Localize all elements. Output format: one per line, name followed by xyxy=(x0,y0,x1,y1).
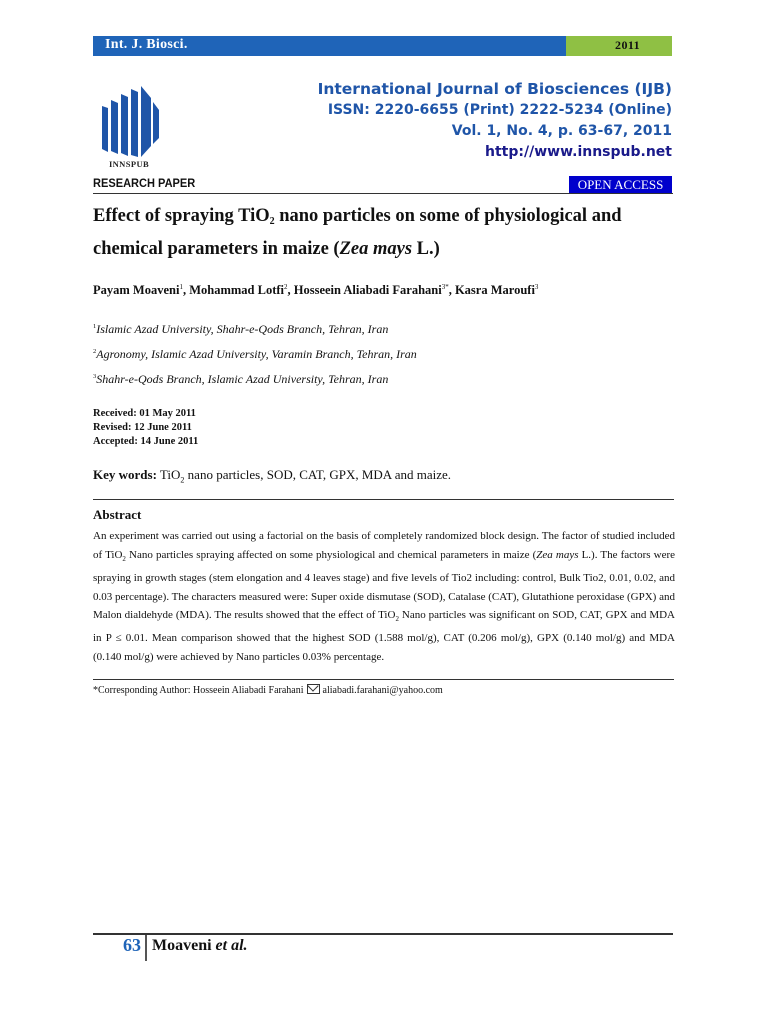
paper-type-label: RESEARCH PAPER xyxy=(93,176,196,190)
corresponding-email-link[interactable]: aliabadi.farahani@yahoo.com xyxy=(322,685,443,696)
author-name: Mohammad Lotfi xyxy=(189,283,284,298)
footer-author: Moaveni et al. xyxy=(152,937,248,954)
footer-separator xyxy=(145,935,147,961)
journal-issn: ISSN: 2220-6655 (Print) 2222-5234 (Online) xyxy=(327,102,672,118)
mail-icon xyxy=(307,684,320,694)
journal-year: 2011 xyxy=(615,38,640,52)
author-name: Kasra Maroufi xyxy=(454,283,535,298)
affiliation: $^3$Shahr-e-Qods Branch, Islamic Azad University, Tehran, Iran xyxy=(93,372,389,386)
journal-abbrev: Int. J. Biosci. xyxy=(105,37,188,52)
open-access-badge[interactable]: OPEN ACCESS xyxy=(569,176,672,193)
publisher-name: INNSPUB xyxy=(108,159,150,169)
journal-name: International Journal of Biosciences (IJB) xyxy=(317,80,672,98)
revised-date: Revised: 12 June 2011 xyxy=(93,422,192,433)
header-journal-bar xyxy=(93,36,566,56)
accepted-date: Accepted: 14 June 2011 xyxy=(93,436,199,447)
affiliation: $^1$Islamic Azad University, Shahr-e-Qods Branch, Tehran, Iran xyxy=(93,322,389,336)
journal-info xyxy=(318,79,672,163)
affiliation: $^2$Agronomy, Islamic Azad University, Varamin Branch, Tehran, Iran xyxy=(93,347,417,361)
header-year-bar xyxy=(566,36,672,56)
received-date: Received: 01 May 2011 xyxy=(93,408,196,419)
keywords-label: Key words: xyxy=(93,467,157,482)
keywords: Key words: TiO$_2$ nano particles, SOD, CAT, GPX, MDA and maize. xyxy=(93,467,452,485)
author-list: Payam Moaveni$^1$, Mohammad Lotfi$^2$, Hosseein Aliabadi Farahani$^{3*}$, Kasra Maroufi$^3$ xyxy=(93,283,539,298)
page-number: 63 xyxy=(123,935,141,955)
abstract-top-divider xyxy=(93,499,674,500)
abstract-bottom-divider xyxy=(93,679,674,680)
corresponding-author: *Corresponding Author: Hosseein Aliabadi Farahani aliabadi.farahani@yahoo.com xyxy=(93,685,443,696)
publication-dates xyxy=(93,407,198,449)
abstract-heading: Abstract xyxy=(93,507,142,522)
footer-divider xyxy=(93,933,673,935)
header-divider xyxy=(93,193,673,194)
author-name: Payam Moaveni xyxy=(93,283,180,298)
publisher-logo-icon xyxy=(96,86,160,160)
journal-volume: Vol. 1, No. 4, p. 63-67, 2011 xyxy=(451,123,672,139)
journal-url-link[interactable]: http://www.innspub.net xyxy=(485,144,672,160)
author-name: Hosseein Aliabadi Farahani xyxy=(293,283,442,298)
abstract-body: An experiment was carried out using a factorial on the basis of completely randomized block design. The factor of studied included of TiO$_2$ Nano particles spraying affected on some physiological and chemical parameters in maize (Zea mays L.). The factors were spraying in growth stages (stem elongation and 4 leaves stage) and five levels of Tio2 including: control, Bulk Tio2, 0.01, 0.02, and 0.03 percentage). The characters measured were: Super oxide dismutase (SOD), Catalase (CAT), Glutathione peroxidase (GPX) and Malon dialdehyde (MDA). The results showed that the effect of TiO$_2$ Nano particles was significant on SOD, CAT, GPX and MDA in P ≤ 0.01. Mean comparison showed that the highest SOD (1.588 mol/g), CAT (0.206 mol/g), GPX (0.140 mol/g) and MDA (0.140 mol/g) were achieved by Nano particles 0.03% percentage. xyxy=(93,530,676,664)
paper-title: Effect of spraying TiO$_2$ nano particles on some of physiological and chemical parameters in maize (Zea mays L.) xyxy=(93,206,622,259)
